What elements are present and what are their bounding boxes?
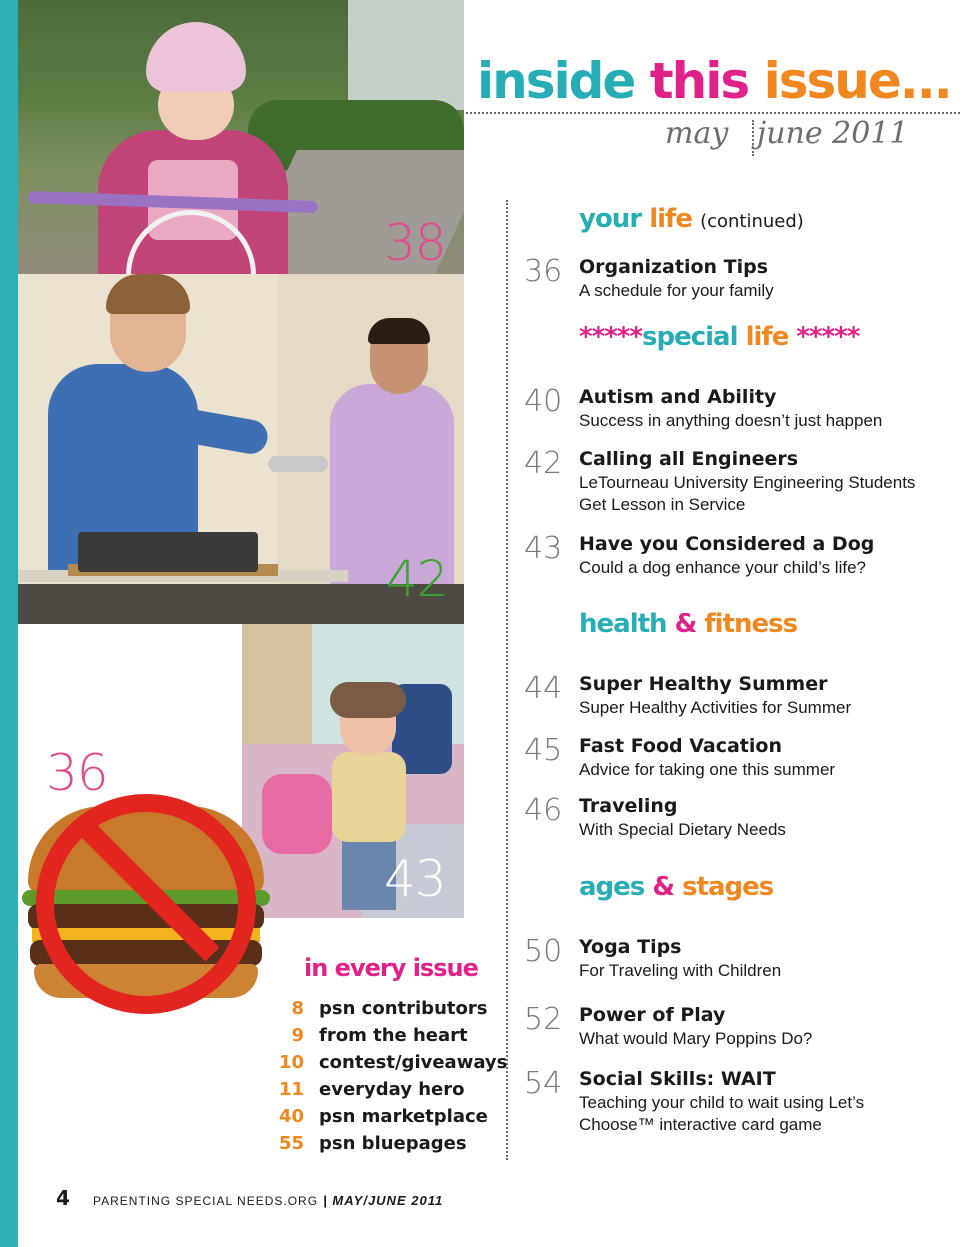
photo-page-label: 43	[384, 850, 446, 908]
page-footer	[56, 1186, 443, 1210]
section-heading-your-life: your life (continued)	[579, 204, 804, 234]
no-burger-image	[22, 786, 270, 1004]
section-heading-health-fitness: health & fitness	[579, 609, 798, 639]
photo-engineers	[18, 274, 464, 624]
issue-date: may june 2011	[665, 116, 909, 151]
prohibition-icon	[36, 794, 256, 1014]
header-divider	[466, 112, 960, 114]
section-heading-special-life: *****special life *****	[579, 322, 860, 352]
left-accent-bar	[0, 0, 18, 1247]
section-heading-ages-stages: ages & stages	[579, 872, 774, 902]
page-number: 4	[56, 1186, 70, 1210]
photo-girl-on-bike	[18, 0, 464, 274]
date-divider	[752, 120, 754, 156]
page-title: inside this issue...	[477, 52, 951, 110]
photo-child-messy-room	[242, 624, 464, 918]
photo-page-label: 42	[386, 550, 448, 608]
photo-page-label: 38	[384, 214, 446, 272]
column-divider	[506, 200, 508, 1160]
in-every-issue-heading: in every issue	[304, 954, 478, 982]
publication-name: PARENTING SPECIAL NEEDS.ORG	[93, 1194, 319, 1208]
issue-label: | MAY/JUNE 2011	[323, 1193, 444, 1208]
burger-page-label: 36	[46, 744, 108, 802]
